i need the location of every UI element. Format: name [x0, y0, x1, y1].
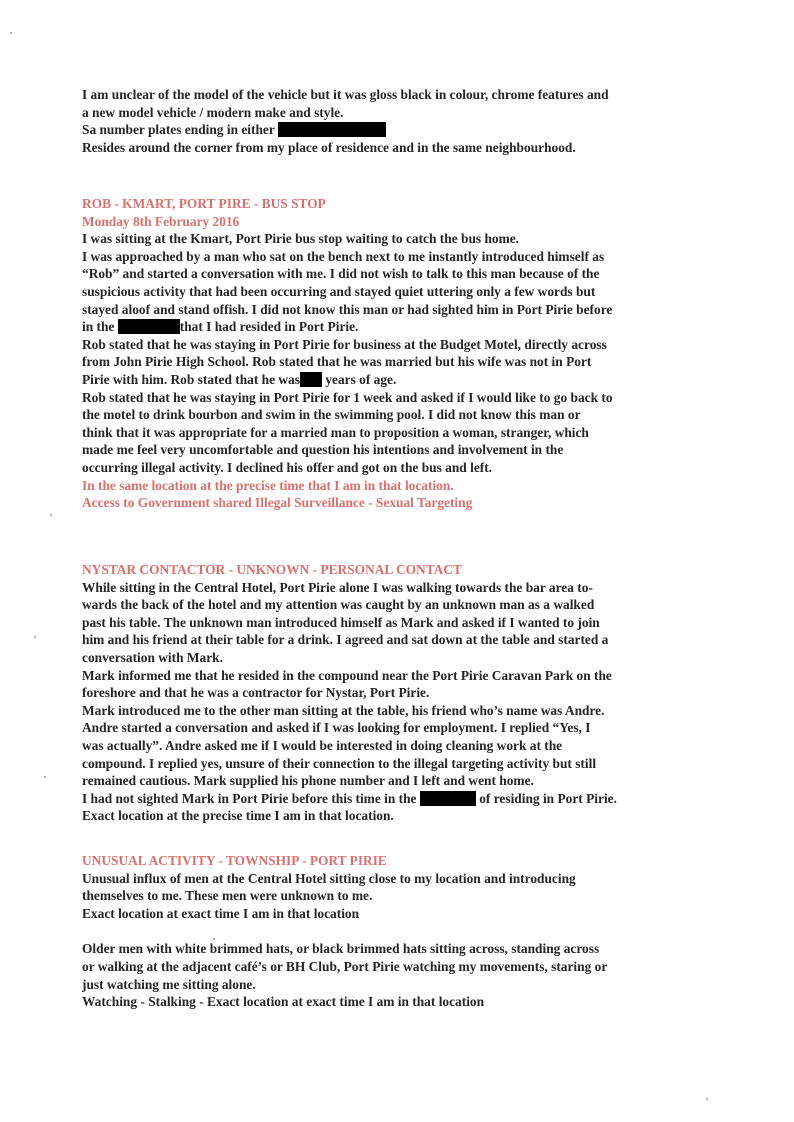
body-line: Exact location at exact time I am in that location [82, 905, 360, 921]
body-line: Unusual influx of men at the Central Hotel sitting close to my location and introducing [82, 870, 576, 886]
vehicle-line: Resides around the corner from my place of residence and in the same neighbourhood. [82, 139, 576, 155]
body-line: just watching me sitting alone. [82, 976, 256, 992]
body-line: was actually”. Andre asked me if I would be interested in doing cleaning work at the [82, 737, 563, 753]
body-line: Mark informed me that he resided in the compound near the Port Pirie Caravan Park on the [82, 667, 612, 683]
nystar-section [82, 561, 710, 825]
body-line: Rob stated that he was staying in Port Pirie for business at the Budget Motel, directly across [82, 336, 607, 352]
body-line: Older men with white brimmed hats, or black brimmed hats sitting across, standing across [82, 941, 600, 957]
redaction-block [118, 319, 180, 334]
scan-speck [44, 776, 46, 778]
scan-speck [10, 32, 12, 34]
body-line: think that it was appropriate for a married man to proposition a woman, stranger, which [82, 424, 589, 440]
body-line: or walking at the adjacent café’s or BH Club, Port Pirie watching my movements, staring or [82, 958, 608, 974]
body-line: I was sitting at the Kmart, Port Pirie bus stop waiting to catch the bus home. [82, 231, 520, 247]
redaction-block [420, 791, 476, 806]
body-line: compound. I replied yes, unsure of their connection to the illegal targeting activity but still [82, 755, 597, 771]
redaction-block [278, 122, 386, 137]
vehicle-line: I am unclear of the model of the vehicle but it was gloss black in colour, chrome features and [82, 87, 609, 102]
rob-section [82, 195, 710, 512]
body-line: Andre started a conversation and asked if I was looking for employment. I replied “Yes, I [82, 720, 591, 736]
unusual-section [82, 852, 710, 1011]
highlight-line: Access to Government shared Illegal Surveillance - Sexual Targeting [82, 495, 473, 511]
body-line: Rob stated that he was staying in Port Pirie for 1 week and asked if I would like to go back to [82, 389, 613, 405]
blank-line [82, 922, 710, 940]
vehicle-line: Sa number plates ending in either [82, 121, 710, 139]
vehicle-line: a new model vehicle / modern make and style. [82, 104, 344, 120]
section-heading: UNUSUAL ACTIVITY - TOWNSHIP - PORT PIRIE [82, 853, 387, 868]
body-line: from John Pirie High School. Rob stated that he was married but his wife was not in Port [82, 354, 592, 370]
body-line: Mark introduced me to the other man sitting at the table, his friend who’s name was Andre. [82, 702, 605, 718]
section-heading: ROB - KMART, PORT PIRE - BUS STOP [82, 196, 326, 211]
body-line: While sitting in the Central Hotel, Port Pirie alone I was walking towards the bar area to- [82, 579, 593, 595]
body-line: suspicious activity that had been occurring and stayed quiet uttering only a few words but [82, 283, 596, 299]
body-line: him and his friend at their table for a drink. I agreed and sat down at the table and started a [82, 632, 609, 648]
body-line: made me feel very uncomfortable and question his intentions and involvement in the [82, 442, 564, 458]
highlight-line: In the same location at the precise time that I am in that location. [82, 477, 454, 493]
body-line: themselves to me. These men were unknown to me. [82, 888, 373, 904]
body-line: foreshore and that he was a contractor for Nystar, Port Pirie. [82, 685, 430, 701]
section-heading: NYSTAR CONTACTOR - UNKNOWN - PERSONAL CONTACT [82, 562, 462, 577]
body-line: I was approached by a man who sat on the bench next to me instantly introduced himself as [82, 248, 605, 264]
body-line: Watching - Stalking - Exact location at exact time I am in that location [82, 994, 485, 1010]
body-line: stayed aloof and stand offish. I did not know this man or had sighted him in Port Pirie before [82, 301, 613, 317]
body-line: “Rob” and started a conversation with me. I did not wish to talk to this man because of the [82, 266, 600, 282]
body-line: past his table. The unknown man introduced himself as Mark and asked if I wanted to join [82, 614, 600, 630]
redaction-block [300, 372, 322, 387]
scan-speck [706, 1098, 708, 1100]
body-line: Exact location at the precise time I am in that location. [82, 808, 394, 824]
body-line: wards the back of the hotel and my attention was caught by an unknown man as a walked [82, 597, 595, 613]
vehicle-section [82, 86, 710, 156]
scan-speck [50, 514, 52, 516]
section-date: Monday 8th February 2016 [82, 213, 240, 229]
body-line: conversation with Mark. [82, 649, 223, 665]
body-line: I had not sighted Mark in Port Pirie before this time in the of residing in Port Pirie. [82, 790, 617, 806]
body-line: the motel to drink bourbon and swim in the swimming pool. I did not know this man or [82, 407, 581, 423]
body-line: Pirie with him. Rob stated that he was years of age. [82, 371, 397, 387]
body-line: remained cautious. Mark supplied his phone number and I left and went home. [82, 773, 534, 789]
body-line: in the that I had resided in Port Pirie. [82, 319, 359, 335]
scan-speck [34, 636, 36, 638]
body-line: occurring illegal activity. I declined his offer and got on the bus and left. [82, 459, 493, 475]
